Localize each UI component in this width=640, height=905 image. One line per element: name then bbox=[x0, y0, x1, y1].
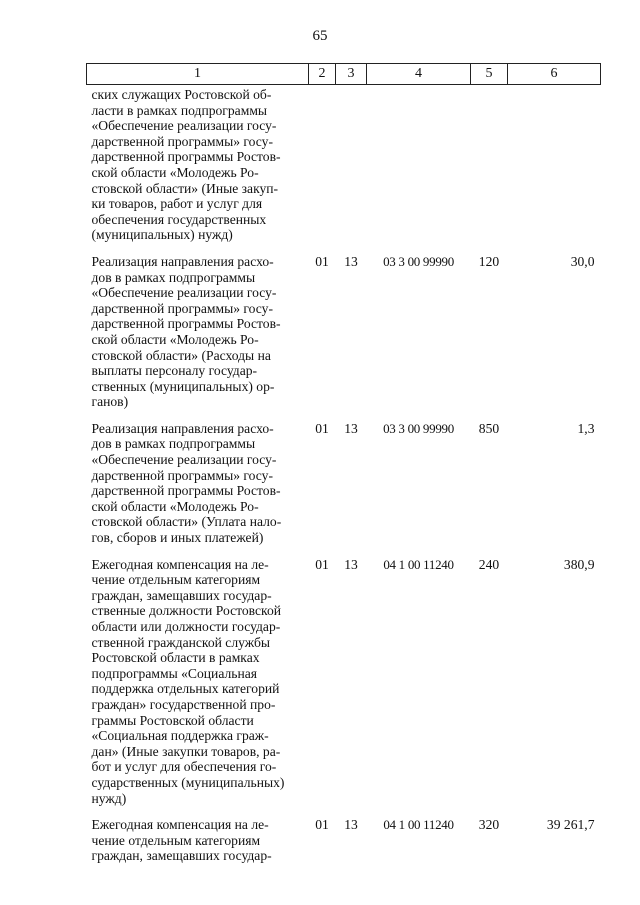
table-row bbox=[87, 421, 601, 557]
table-row bbox=[87, 557, 601, 818]
budget-table bbox=[86, 63, 601, 875]
row-target-article bbox=[367, 85, 471, 254]
row-section: 01 bbox=[315, 420, 329, 436]
row-amount: 380,9 bbox=[563, 556, 595, 572]
row-section bbox=[309, 85, 336, 254]
row-target-article: 04 1 00 11240 bbox=[383, 817, 454, 833]
row-description: ских служащих Ростовской об- ласти в рамках подпрограммы «Обеспечение реализации госу- дарственной программы» госу- дарственной программы Ростов- ской области «Молодежь Ро- стовской области» (Иные закуп- ки товаров, работ и услуг для обеспечения государственных (муниципальных) нужд) bbox=[91, 87, 281, 243]
column-header-name: 1 bbox=[87, 64, 309, 85]
column-header-amount: 6 bbox=[508, 64, 601, 85]
row-target-article: 03 3 00 99990 bbox=[383, 253, 454, 269]
row-subsection: 13 bbox=[344, 253, 358, 269]
column-header-target-article: 4 bbox=[367, 64, 471, 85]
row-section: 01 bbox=[315, 253, 329, 269]
row-section: 01 bbox=[315, 817, 329, 833]
row-description: Ежегодная компенсация на ле- чение отдельным категориям граждан, замещавших государ- bbox=[91, 817, 272, 864]
row-target-article: 03 3 00 99990 bbox=[383, 420, 454, 436]
row-amount: 1,3 bbox=[577, 420, 595, 436]
row-subsection bbox=[336, 85, 367, 254]
row-expense-type: 240 bbox=[478, 556, 500, 572]
row-amount bbox=[508, 85, 601, 254]
row-subsection: 13 bbox=[344, 420, 358, 436]
row-expense-type: 850 bbox=[478, 420, 500, 436]
row-amount: 39 261,7 bbox=[546, 817, 595, 833]
row-description: Ежегодная компенсация на ле- чение отдельным категориям граждан, замещавших государ- ственные должности Ростовской области или должности государ- ственной гражданской службы Ростовской области в рамках подпрограммы «Социальная поддержка отдельных категорий граждан» государственной про- граммы Ростовской области «Социальная поддержка граж- дан» (Иные закупки товаров, ра- бот и услуг для обеспечения го- сударственных (муниципальных) нужд) bbox=[91, 556, 285, 806]
table-row bbox=[87, 85, 601, 254]
column-header-subsection: 3 bbox=[336, 64, 367, 85]
row-subsection: 13 bbox=[344, 817, 358, 833]
table-header-row bbox=[87, 64, 601, 85]
page-number: 65 bbox=[312, 28, 328, 44]
table-row bbox=[87, 817, 601, 875]
row-description: Реализация направления расхо- дов в рамках подпрограммы «Обеспечение реализации госу- дарственной программы» госу- дарственной программы Ростов- ской области «Молодежь Ро- стовской области» (Расходы на выплаты персоналу государ- ственных (муниципальных) ор- ганов) bbox=[91, 253, 281, 410]
row-expense-type: 320 bbox=[478, 817, 500, 833]
row-subsection: 13 bbox=[344, 556, 358, 572]
row-expense-type bbox=[471, 85, 508, 254]
column-header-expense-type: 5 bbox=[471, 64, 508, 85]
row-expense-type: 120 bbox=[478, 253, 500, 269]
table-row bbox=[87, 254, 601, 421]
row-amount: 30,0 bbox=[570, 253, 595, 269]
column-header-section: 2 bbox=[309, 64, 336, 85]
row-description: Реализация направления расхо- дов в рамках подпрограммы «Обеспечение реализации госу- дарственной программы» госу- дарственной программы Ростов- ской области «Молодежь Ро- стовской области» (Уплата нало- гов, сборов и иных платежей) bbox=[91, 420, 282, 546]
row-section: 01 bbox=[315, 556, 329, 572]
row-target-article: 04 1 00 11240 bbox=[383, 556, 454, 572]
